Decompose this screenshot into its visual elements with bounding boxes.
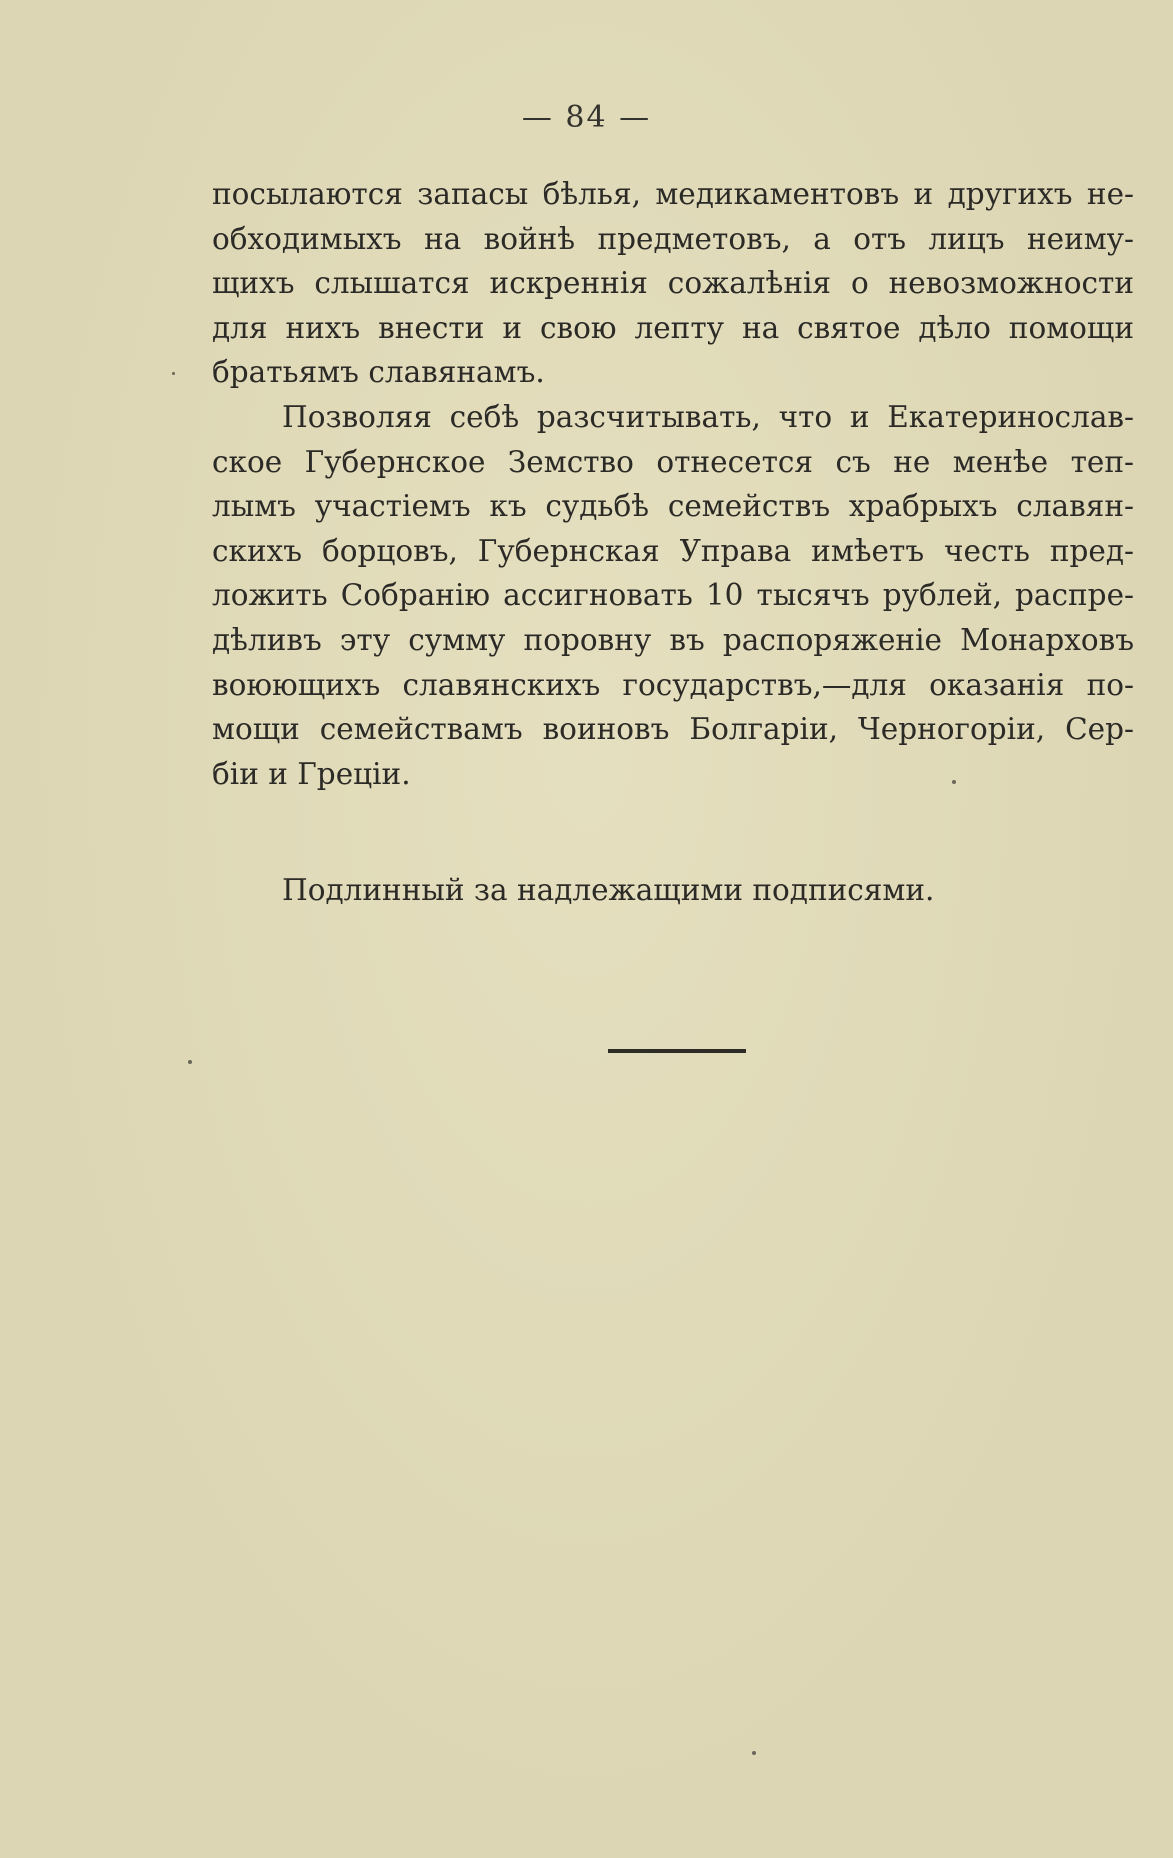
text-line: біи и Греціи. bbox=[212, 756, 411, 791]
text-line: скихъ борцовъ, Губернская Управа имѣетъ честь пред- bbox=[212, 533, 1134, 568]
paragraph-1 bbox=[212, 172, 1134, 395]
text-line: братьямъ славянамъ. bbox=[212, 355, 545, 390]
text-line: посылаются запасы бѣлья, медикаментовъ и другихъ не- bbox=[212, 177, 1134, 211]
page-number: — 84 — bbox=[521, 100, 652, 135]
paper-speck bbox=[752, 1751, 756, 1755]
text-line: щихъ слышатся искреннія сожалѣнія о невозможности bbox=[212, 266, 1134, 301]
signature-note: Подлинный за надлежащими подписями. bbox=[282, 873, 935, 907]
text-line: воюющихъ славянскихъ государствъ,—для оказанія по- bbox=[212, 667, 1134, 702]
paper-speck bbox=[952, 780, 956, 784]
body-text bbox=[212, 172, 1134, 796]
paper-speck bbox=[188, 1060, 192, 1064]
paragraph-2 bbox=[212, 395, 1134, 796]
horizontal-rule bbox=[608, 1049, 746, 1053]
text-line: для нихъ внести и свою лепту на святое дѣло помощи bbox=[212, 310, 1134, 345]
text-line: Позволяя себѣ разсчитывать, что и Екатеринослав- bbox=[282, 399, 1134, 434]
paper-speck bbox=[172, 372, 175, 375]
text-line: ложить Собранію ассигновать 10 тысячъ рублей, распре- bbox=[212, 578, 1134, 613]
text-line: мощи семействамъ воиновъ Болгаріи, Черногоріи, Сер- bbox=[212, 712, 1134, 747]
text-line: лымъ участіемъ къ судьбѣ семействъ храбрыхъ славян- bbox=[212, 489, 1134, 524]
text-line: дѣливъ эту сумму поровну въ распоряженіе Монарховъ bbox=[212, 622, 1134, 657]
text-line: обходимыхъ на войнѣ предметовъ, а отъ лицъ неиму- bbox=[212, 221, 1134, 256]
text-line: ское Губернское Земство отнесется съ не менѣе теп- bbox=[212, 444, 1134, 479]
